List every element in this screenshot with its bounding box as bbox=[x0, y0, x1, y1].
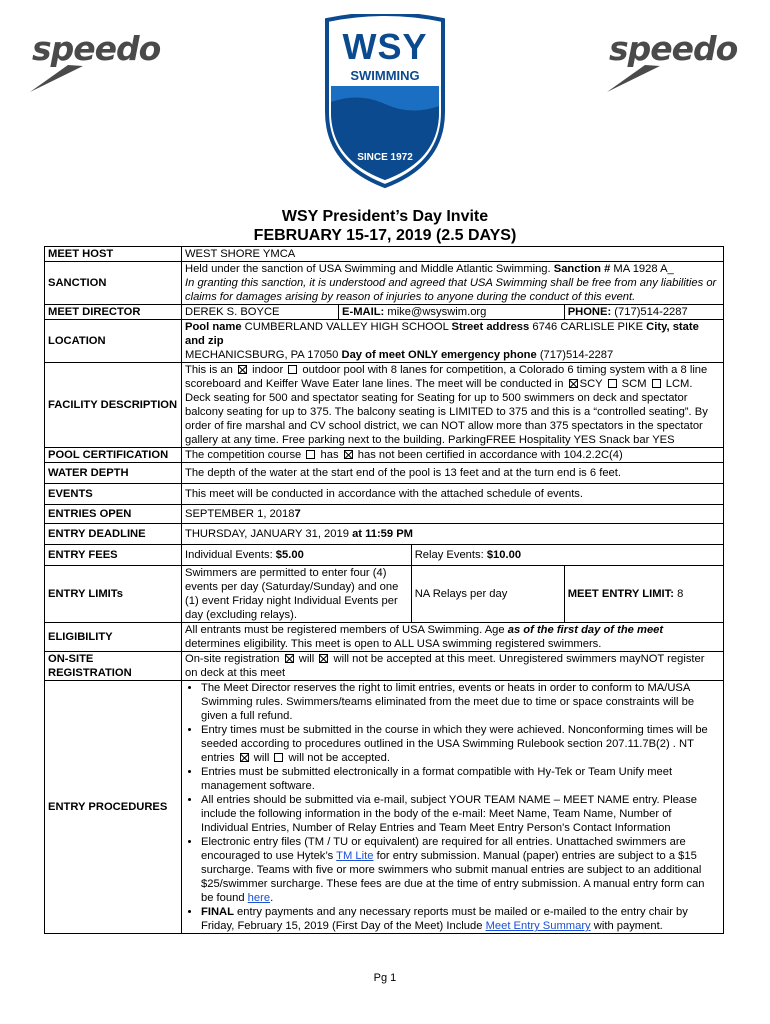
sanction-line: Held under the sanction of USA Swimming and Middle Atlantic Swimming. bbox=[185, 263, 554, 275]
tm-lite-link[interactable]: TM Lite bbox=[336, 850, 374, 862]
eligibility-text: All entrants must be registered members of USA Swimming. Age bbox=[185, 624, 508, 636]
onsite-will-not-checkbox[interactable] bbox=[319, 654, 328, 663]
eligibility-text: determines eligibility. This meet is open to ALL USA swimming registered swimmers. bbox=[185, 638, 602, 650]
onsite-text: On-site registration bbox=[185, 653, 283, 665]
procedure-text: with payment. bbox=[590, 920, 663, 932]
onsite-text: will bbox=[295, 653, 318, 665]
has-checkbox[interactable] bbox=[306, 450, 315, 459]
facility-text: indoor bbox=[248, 364, 287, 376]
facility-text: SCY bbox=[579, 378, 606, 390]
street-value: 6746 CARLISLE PIKE bbox=[529, 321, 647, 333]
sanction-number-label: Sanction # bbox=[553, 263, 611, 275]
sanction-value bbox=[182, 262, 724, 305]
meet-director-email bbox=[339, 305, 565, 320]
onsite-value bbox=[182, 652, 724, 681]
meet-host-label: MEET HOST bbox=[45, 247, 182, 262]
location-label: LOCATION bbox=[45, 320, 182, 363]
emergency-phone: (717)514-2287 bbox=[536, 349, 614, 361]
procedure-text: Entry times must be submitted in the course in which they were achieved. Nonconforming times will be seeded according to procedures outlined in the USA Swimming Rulebook section 207.11.7B(2) . NT entries bbox=[201, 724, 708, 764]
row-location bbox=[45, 320, 724, 363]
individual-fee-value: $5.00 bbox=[275, 549, 304, 561]
meet-entry-limit-value: 8 bbox=[673, 588, 684, 600]
relay-limit: NA Relays per day bbox=[411, 566, 564, 623]
email-value[interactable]: mike@wsyswim.org bbox=[384, 306, 487, 318]
phone-value: (717)514-2287 bbox=[611, 306, 688, 318]
facility-text: outdoor pool with 8 lanes for competition, a Colorado 6 timing system with a 8 line scoreboard and Keiffer Wave Eater lane lines. The meet will be conducted in bbox=[185, 364, 708, 390]
procedures-label: ENTRY PROCEDURES bbox=[45, 681, 182, 934]
facility-text: This is an bbox=[185, 364, 236, 376]
swimmer-limit: Swimmers are permitted to enter four (4) events per day (Saturday/Sunday) and one (1) event Friday night Individual Events per day (excluding relays). bbox=[182, 566, 412, 623]
individual-fee bbox=[182, 545, 412, 566]
row-pool-cert bbox=[45, 448, 724, 463]
row-eligibility bbox=[45, 623, 724, 652]
scm-checkbox[interactable] bbox=[608, 379, 617, 388]
has-not-checkbox[interactable] bbox=[344, 450, 353, 459]
entry-deadline-time: at 11:59 PM bbox=[352, 528, 414, 540]
row-entries-open bbox=[45, 505, 724, 524]
eligibility-value bbox=[182, 623, 724, 652]
meet-entry-limit bbox=[564, 566, 723, 623]
onsite-label: ON-SITE REGISTRATION bbox=[45, 652, 182, 681]
entry-deadline-label: ENTRY DEADLINE bbox=[45, 524, 182, 545]
nt-will-checkbox[interactable] bbox=[240, 753, 249, 762]
indoor-checkbox[interactable] bbox=[238, 365, 247, 374]
nt-will-not-checkbox[interactable] bbox=[274, 753, 283, 762]
pool-cert-text: has bbox=[317, 449, 342, 461]
pool-cert-text: The competition course bbox=[185, 449, 305, 461]
onsite-will-checkbox[interactable] bbox=[285, 654, 294, 663]
row-onsite-registration bbox=[45, 652, 724, 681]
onsite-text: will not be accepted at this meet. Unregistered swimmers mayNOT register on deck at this meet bbox=[185, 653, 705, 679]
pool-name-label: Pool name bbox=[185, 321, 242, 333]
procedure-text: Electronic entry files (TM / TU or equivalent) are required for all entries. Unattached swimmers are encouraged to use Hytek’s bbox=[201, 836, 686, 862]
pool-name: CUMBERLAND VALLEY HIGH SCHOOL bbox=[241, 321, 452, 333]
meet-entry-limit-label: MEET ENTRY LIMIT: bbox=[567, 588, 674, 600]
entries-open-suffix: 7 bbox=[294, 508, 301, 520]
eligibility-label: ELIGIBILITY bbox=[45, 623, 182, 652]
entry-deadline-value bbox=[182, 524, 724, 545]
email-label: E-MAIL: bbox=[342, 306, 385, 318]
individual-fee-label: Individual Events: bbox=[185, 549, 276, 561]
events-value: This meet will be conducted in accordance with the attached schedule of events. bbox=[182, 484, 724, 505]
wsy-swimming-logo bbox=[319, 14, 451, 190]
facility-label: FACILITY DESCRIPTION bbox=[45, 363, 182, 448]
entry-fees-label: ENTRY FEES bbox=[45, 545, 182, 566]
lcm-checkbox[interactable] bbox=[652, 379, 661, 388]
city-value: MECHANICSBURG, PA 17050 bbox=[185, 349, 342, 361]
meet-entry-summary-link[interactable]: Meet Entry Summary bbox=[485, 920, 591, 932]
sanction-number: MA 1928 A_ bbox=[610, 263, 674, 275]
facility-value bbox=[182, 363, 724, 448]
pool-cert-label: POOL CERTIFICATION bbox=[45, 448, 182, 463]
row-water-depth bbox=[45, 463, 724, 484]
procedure-text: entry payments and any necessary reports must be mailed or e-mailed to the entry chair by Friday, February 15, 2019 (First Day of the Meet) Include bbox=[201, 906, 688, 932]
events-label: EVENTS bbox=[45, 484, 182, 505]
row-sanction bbox=[45, 262, 724, 305]
location-value bbox=[182, 320, 724, 363]
page-title: WSY President’s Day Invite bbox=[281, 208, 489, 225]
city-label: City, state and zip bbox=[185, 321, 699, 347]
facility-text: LCM. Deck seating for 500 and spectator seating for Seating for up to 500 swimmers on deck and spectator balcony seating for up to 375. The balcony seating is LIMITED to 375 and this is a “controlled seating”. By order of fire marshal and CV school district, we can NOT allow more than 375 spectators in the spectator gallery at any time. Free parking next to the building. ParkingFREE Hospitality YES Snack bar YES bbox=[185, 378, 708, 446]
speedo-wordmark: speedo bbox=[32, 29, 161, 68]
meet-host-value: WEST SHORE YMCA bbox=[182, 247, 724, 262]
list-item bbox=[201, 835, 720, 905]
list-item: • The Meet Director reserves the right to limit entries, events or heats in order to conform to MA/USA Swimming rules. Swimmers/teams eliminated from the meet due to time or space constraints will be given a full refund. bbox=[201, 681, 720, 723]
procedures-value bbox=[182, 681, 724, 934]
row-meet-director bbox=[45, 305, 724, 320]
sanction-disclaimer: In granting this sanction, it is understood and agreed that USA Swimming shall be free from any liabilities or claims for damages arising by reason of injuries to anyone during the conduct of this event. bbox=[185, 277, 717, 303]
water-depth-label: WATER DEPTH bbox=[45, 463, 182, 484]
entry-deadline-date: THURSDAY, JANUARY 31, 2019 bbox=[185, 528, 353, 540]
procedure-emphasis: FINAL bbox=[201, 906, 234, 918]
sanction-label: SANCTION bbox=[45, 262, 182, 305]
row-events bbox=[45, 484, 724, 505]
page-subtitle: FEBRUARY 15-17, 2019 (2.5 DAYS) bbox=[253, 227, 517, 244]
row-entry-fees bbox=[45, 545, 724, 566]
emergency-label: Day of meet ONLY emergency phone bbox=[341, 349, 537, 361]
meet-director-name: DEREK S. BOYCE bbox=[182, 305, 339, 320]
outdoor-checkbox[interactable] bbox=[288, 365, 297, 374]
water-depth-value: The depth of the water at the start end of the pool is 13 feet and at the turn end is 6 feet. bbox=[182, 463, 724, 484]
list-item: • All entries should be submitted via e-mail, subject YOUR TEAM NAME – MEET NAME entry. Please include the following information in the body of the e-mail: Meet Name, Team Name, Number of Individual Entries, Number of Relay Entries and Team Meet Entry Person's Contact Information bbox=[201, 793, 720, 835]
scy-checkbox[interactable] bbox=[569, 379, 578, 388]
row-entry-procedures bbox=[45, 681, 724, 934]
wsy-swimming-word: SWIMMING bbox=[350, 68, 420, 83]
facility-text: SCM bbox=[618, 378, 650, 390]
entry-limits-label: ENTRY LIMITs bbox=[45, 566, 182, 623]
entries-open-value bbox=[182, 505, 724, 524]
list-item bbox=[201, 905, 720, 933]
phone-label: PHONE: bbox=[567, 306, 612, 318]
pool-cert-value bbox=[182, 448, 724, 463]
row-entry-limits bbox=[45, 566, 724, 623]
procedures-list bbox=[185, 681, 720, 933]
meet-director-phone bbox=[564, 305, 723, 320]
speedo-wordmark: speedo bbox=[609, 29, 738, 68]
procedure-text: will bbox=[250, 752, 273, 764]
relay-fee-label: Relay Events: bbox=[414, 549, 487, 561]
row-entry-deadline bbox=[45, 524, 724, 545]
procedure-text: . bbox=[270, 892, 274, 904]
meet-info-table bbox=[44, 246, 724, 934]
pool-cert-text: has not been certified in accordance with 104.2.2C(4) bbox=[354, 449, 623, 461]
meet-director-label: MEET DIRECTOR bbox=[45, 305, 182, 320]
row-meet-host bbox=[45, 247, 724, 262]
manual-entry-form-link[interactable]: here bbox=[247, 892, 271, 904]
list-item bbox=[201, 723, 720, 765]
relay-fee-value: $10.00 bbox=[486, 549, 522, 561]
row-facility bbox=[45, 363, 724, 448]
page-number: Pg 1 bbox=[373, 972, 397, 984]
procedure-text: for entry submission. Manual (paper) entries are subject to a $15 surcharge. Teams with five or more swimmers who submit manual entries are subject to an additional $25/swimmer surcharge. These fees are due at the time of entry submission. A manual entry form can be found bbox=[201, 850, 705, 904]
street-label: Street address bbox=[451, 321, 530, 333]
eligibility-emphasis: as of the first day of the meet bbox=[507, 624, 664, 636]
entries-open-date: SEPTEMBER 1, 2018 bbox=[185, 508, 295, 520]
wsy-since: SINCE 1972 bbox=[357, 152, 413, 163]
speedo-logo-left bbox=[28, 29, 161, 92]
speedo-logo-right bbox=[605, 29, 738, 92]
wsy-letters: WSY bbox=[342, 26, 428, 67]
relay-fee bbox=[411, 545, 723, 566]
list-item: • Entries must be submitted electronically in a format compatible with Hy-Tek or Team Unify meet management software. bbox=[201, 765, 720, 793]
procedure-text: will not be accepted. bbox=[285, 752, 390, 764]
entries-open-label: ENTRIES OPEN bbox=[45, 505, 182, 524]
